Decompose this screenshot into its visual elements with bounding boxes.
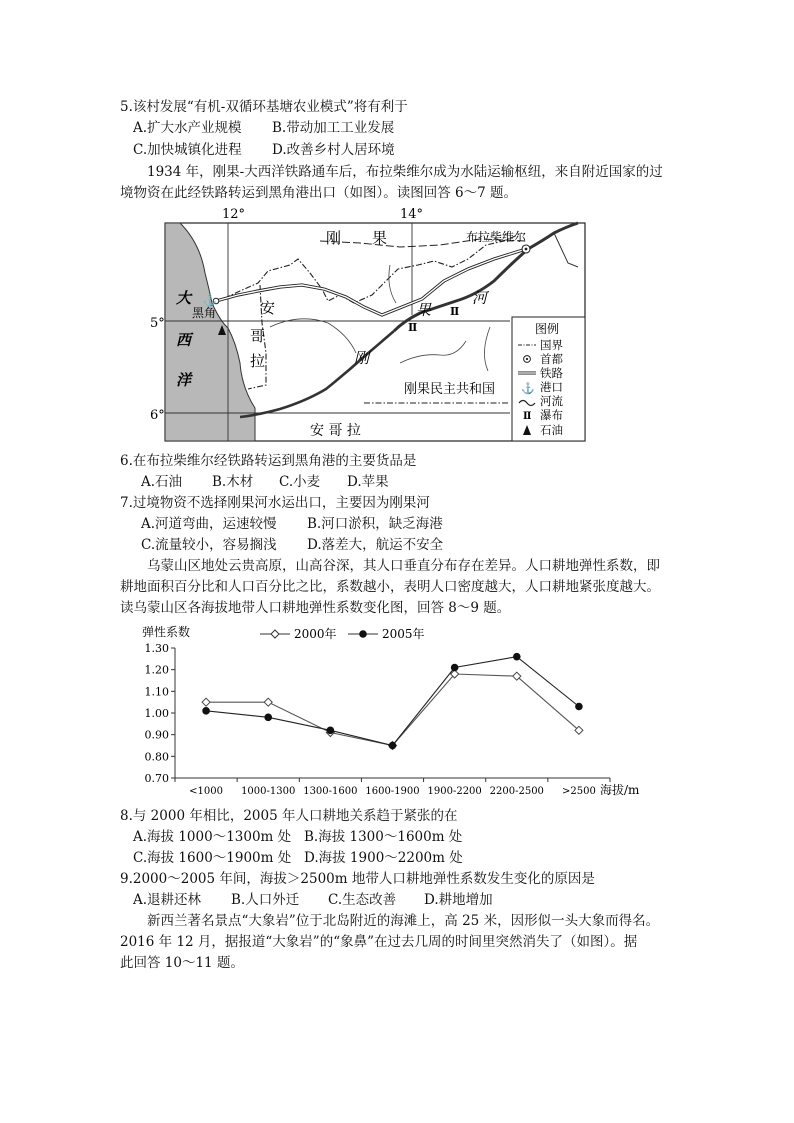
legend-railway-label: 铁路 bbox=[540, 366, 563, 380]
legend-waterfall-label: 瀑布 bbox=[540, 408, 563, 422]
river-label-3: 刚 bbox=[354, 349, 370, 367]
q6-stem: 6.在布拉柴维尔经铁路转运到黑角港的主要货品是 bbox=[120, 453, 417, 469]
angola-south-label: 安 哥 拉 bbox=[310, 423, 361, 439]
city-brazzaville-label: 布拉柴维尔 bbox=[466, 230, 527, 244]
q5-option-b: B.带动加工工业发展 bbox=[272, 120, 395, 136]
congo-label-1: 刚 bbox=[326, 229, 342, 247]
y-tick-label: 0.70 bbox=[144, 772, 169, 785]
q7-option-c: C.流量较小，容易搁浅 bbox=[141, 537, 277, 553]
waterfall-icon: Ⅱ bbox=[450, 305, 460, 318]
chart-plot-area bbox=[145, 642, 611, 797]
chart-legend bbox=[260, 626, 425, 641]
legend-river-label: 河流 bbox=[540, 394, 563, 408]
x-tick-label: 1600-1900 bbox=[365, 786, 420, 797]
q8-stem: 8.与 2000 年相比，2005 年人口耕地关系趋于紧张的在 bbox=[120, 808, 458, 824]
q9-stem: 9.2000～2005 年间，海拔＞2500m 地带人口耕地弹性系数发生变化的原因是 bbox=[120, 871, 595, 887]
x-tick-label: >2500 bbox=[562, 786, 596, 797]
data-point-2000 bbox=[202, 698, 210, 706]
legend-oil-label: 石油 bbox=[540, 423, 563, 437]
legend-2005-label: 2005年 bbox=[382, 627, 425, 641]
q6-option-b: B.木材 bbox=[212, 474, 254, 490]
data-point-2005 bbox=[264, 714, 272, 722]
legend-2005-marker bbox=[359, 630, 367, 638]
q8-option-c: C.海拔 1600～1900m 处 bbox=[133, 850, 292, 866]
q6-option-c: C.小麦 bbox=[279, 474, 321, 490]
q7-option-d: D.落差大，航运不安全 bbox=[307, 537, 444, 553]
legend-2000-marker bbox=[271, 630, 279, 638]
data-point-2005 bbox=[202, 707, 210, 715]
x-tick-label: 1000-1300 bbox=[241, 786, 296, 797]
congo-map bbox=[150, 203, 590, 443]
q7-option-b: B.河口淤积，缺乏海港 bbox=[307, 516, 443, 532]
lat-6-label: 6° bbox=[150, 408, 165, 423]
data-point-2005 bbox=[451, 664, 459, 672]
legend-capital-dot bbox=[526, 358, 528, 360]
passage2-line3: 读乌蒙山区各海拔地带人口耕地弹性系数变化图，回答 8～9 题。 bbox=[120, 600, 511, 616]
chart-ylabel: 弹性系数 bbox=[142, 625, 191, 639]
q7-stem: 7.过境物资不选择刚果河水运出口，主要因为刚果河 bbox=[120, 495, 430, 511]
waterfall-icon: Ⅱ bbox=[408, 321, 418, 334]
x-tick-label: 1300-1600 bbox=[303, 786, 358, 797]
legend-port-label: 港口 bbox=[540, 380, 563, 394]
lat-5-label: 5° bbox=[150, 316, 165, 331]
data-point-2005 bbox=[327, 727, 335, 735]
q8-option-b: B.海拔 1300～1600m 处 bbox=[304, 829, 463, 845]
x-tick-label: <1000 bbox=[189, 786, 223, 797]
q5-stem: 5.该村发展“有机-双循环基塘农业模式”将有利于 bbox=[120, 99, 408, 115]
legend-anchor-icon: ⚓ bbox=[521, 382, 535, 395]
data-point-2005 bbox=[389, 742, 397, 750]
series-line-2000 bbox=[206, 674, 579, 746]
capital-brazzaville-dot bbox=[525, 248, 528, 251]
y-tick-label: 1.00 bbox=[144, 707, 169, 720]
x-tick-label: 2200-2500 bbox=[489, 786, 544, 797]
q5-option-d: D.改善乡村人居环境 bbox=[272, 142, 395, 158]
x-tick-label: 1900-2200 bbox=[427, 786, 482, 797]
anchor-icon: ⚓ bbox=[203, 294, 217, 307]
q5-option-a: A.扩大水产业规模 bbox=[133, 120, 242, 136]
y-tick-label: 1.10 bbox=[144, 685, 169, 699]
series-line-2005 bbox=[206, 657, 579, 746]
q9-option-d: D.耕地增加 bbox=[424, 892, 493, 908]
legend-border-label: 国界 bbox=[540, 338, 563, 352]
river-label-1: 果 bbox=[416, 301, 432, 319]
legend-capital-label: 首都 bbox=[540, 352, 563, 366]
river-label-2: 河 bbox=[472, 289, 488, 307]
q5-option-c: C.加快城镇化进程 bbox=[133, 142, 242, 158]
q9-option-a: A.退耕还林 bbox=[133, 892, 202, 908]
data-point-2005 bbox=[513, 653, 521, 661]
passage1-line1: 1934 年，刚果-大西洋铁路通车后，布拉柴维尔成为水陆运输枢纽，来自附近国家的过 bbox=[147, 164, 663, 180]
lon-12-label: 12° bbox=[222, 207, 246, 222]
elasticity-chart-figure bbox=[130, 622, 690, 802]
angola-north-label-1: 安 bbox=[260, 299, 276, 317]
q8-option-d: D.海拔 1900～2200m 处 bbox=[304, 850, 463, 866]
q9-option-c: C.生态改善 bbox=[328, 892, 397, 908]
city-pointe-noire-label: 黑角 bbox=[192, 306, 217, 320]
ocean-label-3: 洋 bbox=[176, 371, 192, 389]
ocean-label-1: 大 bbox=[176, 289, 192, 307]
ocean-label-2: 西 bbox=[176, 331, 192, 349]
chart-xlabel: 海拔/m bbox=[600, 783, 640, 797]
y-tick-label: 0.80 bbox=[144, 750, 169, 764]
passage3-line3: 此回答 10～11 题。 bbox=[120, 955, 244, 971]
passage3-line2: 2016 年 12 月，据报道“大象岩”的“象鼻”在过去几周的时间里突然消失了（如图）。据 bbox=[120, 934, 638, 950]
data-point-2005 bbox=[575, 703, 583, 711]
y-tick-label: 1.30 bbox=[144, 642, 169, 655]
lon-14-label: 14° bbox=[400, 207, 424, 222]
legend-title: 图例 bbox=[535, 322, 560, 336]
passage2-line1: 乌蒙山区地处云贵高原，山高谷深，其人口垂直分布存在差异。人口耕地弹性系数，即 bbox=[147, 558, 660, 574]
q6-option-a: A.石油 bbox=[141, 474, 183, 490]
q8-option-a: A.海拔 1000～1300m 处 bbox=[133, 829, 292, 845]
y-tick-label: 0.90 bbox=[144, 728, 169, 742]
q9-option-b: B.人口外迁 bbox=[231, 892, 300, 908]
map-legend bbox=[512, 317, 585, 441]
legend-2000-label: 2000年 bbox=[294, 627, 337, 641]
data-point-2000 bbox=[264, 698, 272, 706]
congo-label-2: 果 bbox=[372, 229, 388, 247]
passage1-line2: 境物资在此经铁路转运到黑角港出口（如图）。读图回答 6～7 题。 bbox=[120, 185, 518, 201]
angola-north-label-2: 哥 bbox=[250, 327, 266, 345]
legend-waterfall-icon: Ⅱ bbox=[523, 411, 532, 422]
drc-label: 刚果民主共和国 bbox=[404, 382, 496, 397]
q7-option-a: A.河道弯曲，运速较慢 bbox=[141, 516, 277, 532]
elasticity-line-chart bbox=[130, 622, 690, 802]
passage2-line2: 耕地面积百分比和人口百分比之比，系数越小，表明人口密度越大，人口耕地紧张度越大。 bbox=[120, 579, 660, 595]
congo-map-figure bbox=[150, 203, 590, 443]
passage3-line1: 新西兰著名景点“大象岩”位于北岛附近的海滩上，高 25 米，因形似一头大象而得名。 bbox=[147, 913, 660, 929]
y-tick-label: 1.20 bbox=[144, 663, 169, 677]
angola-north-label-3: 拉 bbox=[250, 352, 266, 370]
q6-option-d: D.苹果 bbox=[347, 474, 389, 490]
